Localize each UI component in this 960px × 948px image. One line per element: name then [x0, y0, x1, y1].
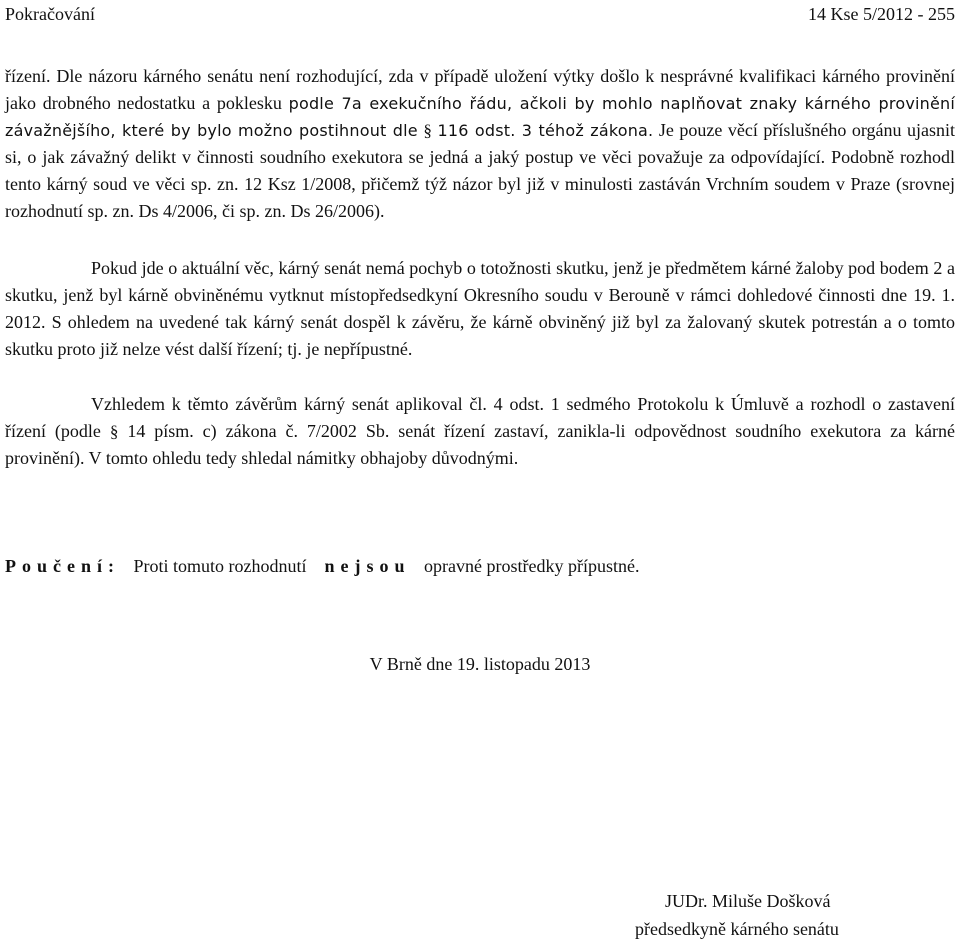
paragraph-2: Pokud jde o aktuální věc, kárný senát nemá pochyb o totožnosti skutku, jenž je předmětem kárné žaloby pod bodem 2 a skutku, jenž byl kárně obviněnému vytknut místopředsedkyní Okresního soudu v Berouně v rámci dohledové činnosti dne 19. 1. 2012. S ohledem na uvedené tak kárný senát dospěl k závěru, že kárně obviněný již byl za žalovaný skutek potrestán a o tomto skutku proto již nelze vést další řízení; tj. je nepřípustné.	[5, 258, 955, 359]
paragraph-3	[5, 391, 955, 472]
pouceni-nejsou: nejsou	[324, 556, 411, 576]
instruction-line	[5, 552, 955, 580]
signatory-role: předsedkyně kárného senátu	[635, 919, 839, 939]
signatory-name: JUDr. Miluše Došková	[665, 891, 831, 911]
paragraph-1-text-sans-b: 116 odst. 3 téhož zákona.	[437, 121, 654, 140]
paragraph-1-text-b: Je pouze věcí příslušného orgánu ujasnit si, o jak závažný delikt v činnosti soudního exekutora se jedná a jaký postup ve věci považuje za odpovídající. Podobně rozhodl tento kárný soud ve věci sp. zn. 12 Ksz 1/2008, přičemž týž názor byl již v minulosti zastáván Vrchním soudem v Praze (srovnej rozhodnutí sp. zn. Ds 4/2006, či sp. zn. Ds 26/2006).	[5, 120, 956, 221]
section-sign: §	[423, 121, 432, 140]
pouceni-label: Poučení:	[5, 556, 120, 576]
section-sign-2: §	[109, 422, 119, 441]
signature-block	[635, 887, 935, 943]
paragraph-1-text-sans: podle 7a exekučního řádu, ačkoli by mohlo naplňovat znaky kárného provinění závažnějšího, které by bylo možno postihnout dle	[5, 94, 956, 140]
paragraph-3-text-a: Vzhledem k těmto závěrům kárný senát aplikoval čl. 4 odst. 1 sedmého Protokolu k Úmluvě a rozhodl o zastavení řízení (podle	[5, 394, 955, 441]
paragraph-1-text-a: řízení. Dle názoru kárného senátu není rozhodující, zda v případě uložení výtky došlo k nesprávné kvalifikaci kárného provinění jako drobného nedostatku a poklesku	[5, 66, 955, 113]
paragraph-1	[5, 63, 955, 225]
pouceni-text-b: opravné prostředky přípustné.	[424, 556, 640, 576]
header-continuation: Pokračování	[5, 4, 95, 24]
pouceni-text-a: Proti tomuto rozhodnutí	[133, 556, 307, 576]
header-case-number: 14 Kse 5/2012 - 255	[808, 4, 955, 24]
date-line: V Brně dne 19. listopadu 2013	[369, 654, 591, 674]
document-page	[5, 0, 955, 678]
paragraph-3-text-b: 14 písm. c) zákona č. 7/2002 Sb. senát řízení zastaví, zanikla-li odpovědnost soudního exekutora za kárné provinění). V tomto ohledu tedy shledal námitky obhajoby důvodnými.	[5, 421, 956, 468]
page-header	[5, 0, 955, 28]
